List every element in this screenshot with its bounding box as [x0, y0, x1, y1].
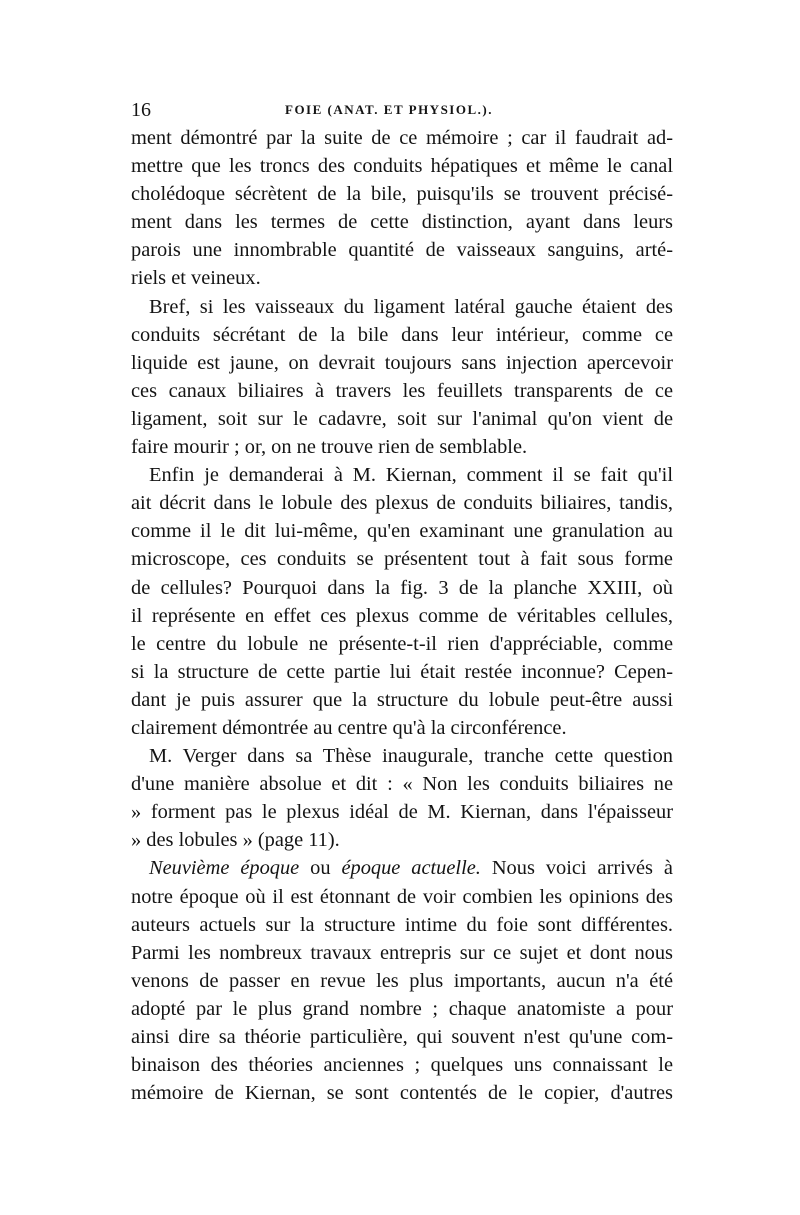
text-line: » forment pas le plexus idéal de M. Kiernan, dans l'épaisseur: [131, 801, 673, 824]
text-line: parois une innombrable quantité de vaisseaux sanguins, arté-: [131, 239, 673, 262]
text-line: si la structure de cette partie lui était restée inconnue? Cepen-: [131, 660, 673, 683]
text-line: comme il le dit lui-même, qu'en examinant une granulation au: [131, 520, 673, 543]
text-line: Enfin je demanderai à M. Kiernan, comment il se fait qu'il: [149, 464, 673, 487]
text-line: dant je puis assurer que la structure du lobule peut-être aussi: [131, 688, 673, 711]
body-text: [131, 124, 673, 1107]
lead-connector: ou: [299, 857, 342, 880]
paragraph: [131, 124, 673, 293]
text-line: mémoire de Kiernan, se sont contentés de le copier, d'autres: [131, 1082, 673, 1105]
text-line: ment démontré par la suite de ce mémoire ; car il faudrait ad-: [131, 127, 673, 149]
text-line-lead: [131, 854, 673, 882]
paragraph: [131, 293, 673, 462]
text-line: adopté par le plus grand nombre ; chaque anatomiste a pour: [131, 997, 673, 1020]
text-line: cholédoque sécrètent de la bile, puisqu'ils se trouvent précisé-: [131, 183, 673, 206]
text-line: liquide est jaune, on devrait toujours sans injection apercevoir: [131, 351, 673, 374]
lead-rest: Nous voici arrivés à: [480, 857, 673, 880]
section-heading-italic: époque actuelle.: [341, 857, 481, 880]
text-line: » des lobules » (page 11).: [131, 829, 340, 852]
text-line: le centre du lobule ne présente-t-il rien d'appréciable, comme: [131, 632, 673, 655]
paragraph: [131, 461, 673, 742]
text-line: conduits sécrétant de la bile dans leur intérieur, comme ce: [131, 323, 673, 346]
text-line: venons de passer en revue les plus importants, aucun n'a été: [131, 969, 673, 992]
text-line: ment dans les termes de cette distinction, ayant dans leurs: [131, 211, 673, 234]
running-title: FOIE (ANAT. ET PHYSIOL.).: [285, 102, 493, 117]
text-line: ces canaux biliaires à travers les feuillets transparents de ce: [131, 379, 673, 402]
text-line: clairement démontrée au centre qu'à la circonférence.: [131, 716, 567, 739]
text-line: Bref, si les vaisseaux du ligament latéral gauche étaient des: [149, 295, 673, 318]
text-line: microscope, ces conduits se présentent tout à fait sous forme: [131, 548, 673, 571]
text-line: mettre que les troncs des conduits hépatiques et même le canal: [131, 155, 673, 178]
text-line: d'une manière absolue et dit : « Non les conduits biliaires ne: [131, 773, 673, 796]
running-head: [131, 96, 673, 124]
text-line: ainsi dire sa théorie particulière, qui souvent n'est qu'une com-: [131, 1026, 673, 1048]
text-line: faire mourir ; or, on ne trouve rien de semblable.: [131, 436, 528, 459]
text-line: binaison des théories anciennes ; quelques uns connaissant le: [131, 1054, 673, 1077]
text-line: notre époque où il est étonnant de voir combien les opinions des: [131, 885, 673, 908]
text-line: Parmi les nombreux travaux entrepris sur ce sujet et dont nous: [131, 941, 673, 964]
paragraph: [131, 742, 673, 854]
text-line: M. Verger dans sa Thèse inaugurale, tranche cette question: [149, 745, 673, 768]
text-line: de cellules? Pourquoi dans la fig. 3 de la planche XXIII, où: [131, 576, 673, 599]
page: [131, 96, 673, 1107]
text-line: ligament, soit sur le cadavre, soit sur l'animal qu'on vient de: [131, 407, 673, 430]
paragraph: [131, 854, 673, 1107]
text-line: riels et veineux.: [131, 267, 261, 290]
section-heading-italic: Neuvième époque: [149, 857, 300, 880]
text-line: il représente en effet ces plexus comme de véritables cellules,: [131, 604, 673, 627]
text-line: ait décrit dans le lobule des plexus de conduits biliaires, tandis,: [131, 492, 673, 515]
page-number: 16: [131, 99, 151, 121]
text-line: auteurs actuels sur la structure intime du foie sont différentes.: [131, 913, 673, 936]
